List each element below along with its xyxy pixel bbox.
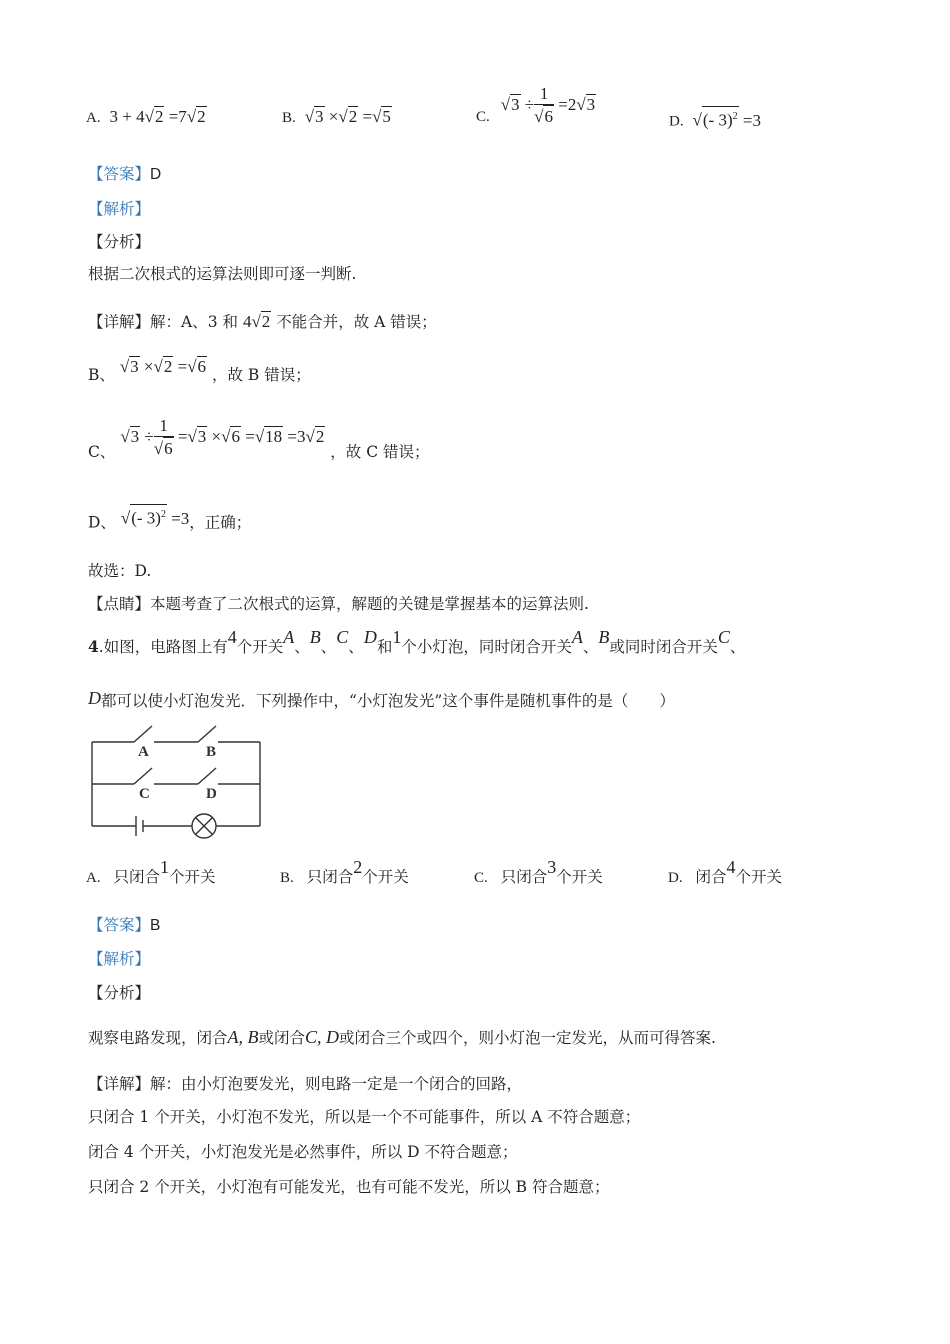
switch-c-label: C bbox=[139, 786, 150, 802]
circuit-diagram bbox=[88, 720, 268, 840]
q4-jiexi-tag: 【解析】 bbox=[88, 950, 151, 968]
q3-conclusion: 故选：D. bbox=[88, 562, 152, 580]
q3-answer: 【答案】D bbox=[88, 165, 162, 183]
q3-fenxi-text: 根据二次根式的运算法则即可逐一判断. bbox=[88, 265, 357, 283]
q3-detail-c: C、 √3 ÷ $\frac{1}{√6}$ =√3 ×√6 =√18 =3√2 ，故 C 错误； bbox=[88, 416, 430, 461]
q3-option-b-expr: √3 ×√2 =√5 bbox=[304, 107, 391, 126]
q4-option-b: B. 只闭合2个开关 bbox=[280, 857, 409, 886]
q3-option-d-expr: √(- 3)$^2$ =3 bbox=[693, 111, 761, 130]
q4-fenxi-tag: 【分析】 bbox=[88, 984, 151, 1002]
q3-detail-d: D、 √(- 3)$^2$ =3，正确； bbox=[88, 508, 251, 533]
q3-detail-b: B、 √3 ×√2 =√6 ，故 B 错误； bbox=[88, 357, 311, 384]
switch-b-blade bbox=[198, 726, 216, 742]
switch-a-label: A bbox=[138, 744, 149, 760]
q4-detail-line4: 只闭合 2 个开关，小灯泡有可能发光，也有可能不发光，所以 B 符合题意； bbox=[88, 1178, 610, 1196]
q4-stem-line1: 4.如图，电路图上有4个开关A、B、C、D和1个小灯泡，同时闭合开关A、B或同时闭合开关C、 bbox=[88, 627, 746, 656]
q3-fenxi-tag: 【分析】 bbox=[88, 233, 151, 251]
switch-a-blade bbox=[134, 726, 152, 742]
q4-detail-line3: 闭合 4 个开关，小灯泡发光是必然事件，所以 D 不符合题意； bbox=[88, 1143, 518, 1161]
switch-d-blade bbox=[198, 768, 216, 784]
q3-option-a: A. 3 + 4√2 =7√2 bbox=[86, 107, 206, 126]
q4-option-a: A. 只闭合1个开关 bbox=[86, 857, 216, 886]
q3-option-b: B. √3 ×√2 =√5 bbox=[282, 107, 391, 126]
q3-option-c-expr: √3 ÷ $\frac{1}{√6}$ =2√3 bbox=[500, 84, 596, 126]
q4-fenxi-text: 观察电路发现，闭合A, B或闭合C, D或闭合三个或四个，则小灯泡一定发光，从而可得答案. bbox=[88, 1027, 716, 1047]
q3-detail-a: 【详解】解：A、3 和 4√2 不能合并，故 A 错误； bbox=[88, 312, 437, 331]
q3-jiexi-tag: 【解析】 bbox=[88, 200, 151, 218]
switch-c-blade bbox=[134, 768, 152, 784]
q4-detail-line1: 【详解】解：由小灯泡要发光，则电路一定是一个闭合的回路， bbox=[88, 1075, 523, 1093]
q4-detail-line2: 只闭合 1 个开关，小灯泡不发光，所以是一个不可能事件，所以 A 不符合题意； bbox=[88, 1108, 641, 1126]
q3-option-c: C. √3 ÷ $\frac{1}{√6}$ =2√3 bbox=[476, 84, 596, 126]
q4-option-c: C. 只闭合3个开关 bbox=[474, 857, 603, 886]
q4-stem-line2: D都可以使小灯泡发光．下列操作中，“小灯泡发光”这个事件是随机事件的是（ ） bbox=[88, 688, 675, 710]
switch-b-label: B bbox=[206, 744, 217, 760]
q3-dianjing: 【点睛】本题考查了二次根式的运算，解题的关键是掌握基本的运算法则. bbox=[88, 595, 589, 613]
q4-answer: 【答案】B bbox=[88, 916, 161, 934]
switch-d-label: D bbox=[206, 786, 217, 802]
q3-option-d: D. √(- 3)$^2$ =3 bbox=[669, 106, 761, 132]
q3-option-a-expr: 3 + 4√2 =7√2 bbox=[109, 107, 206, 126]
q4-option-d: D. 闭合4个开关 bbox=[668, 857, 783, 886]
